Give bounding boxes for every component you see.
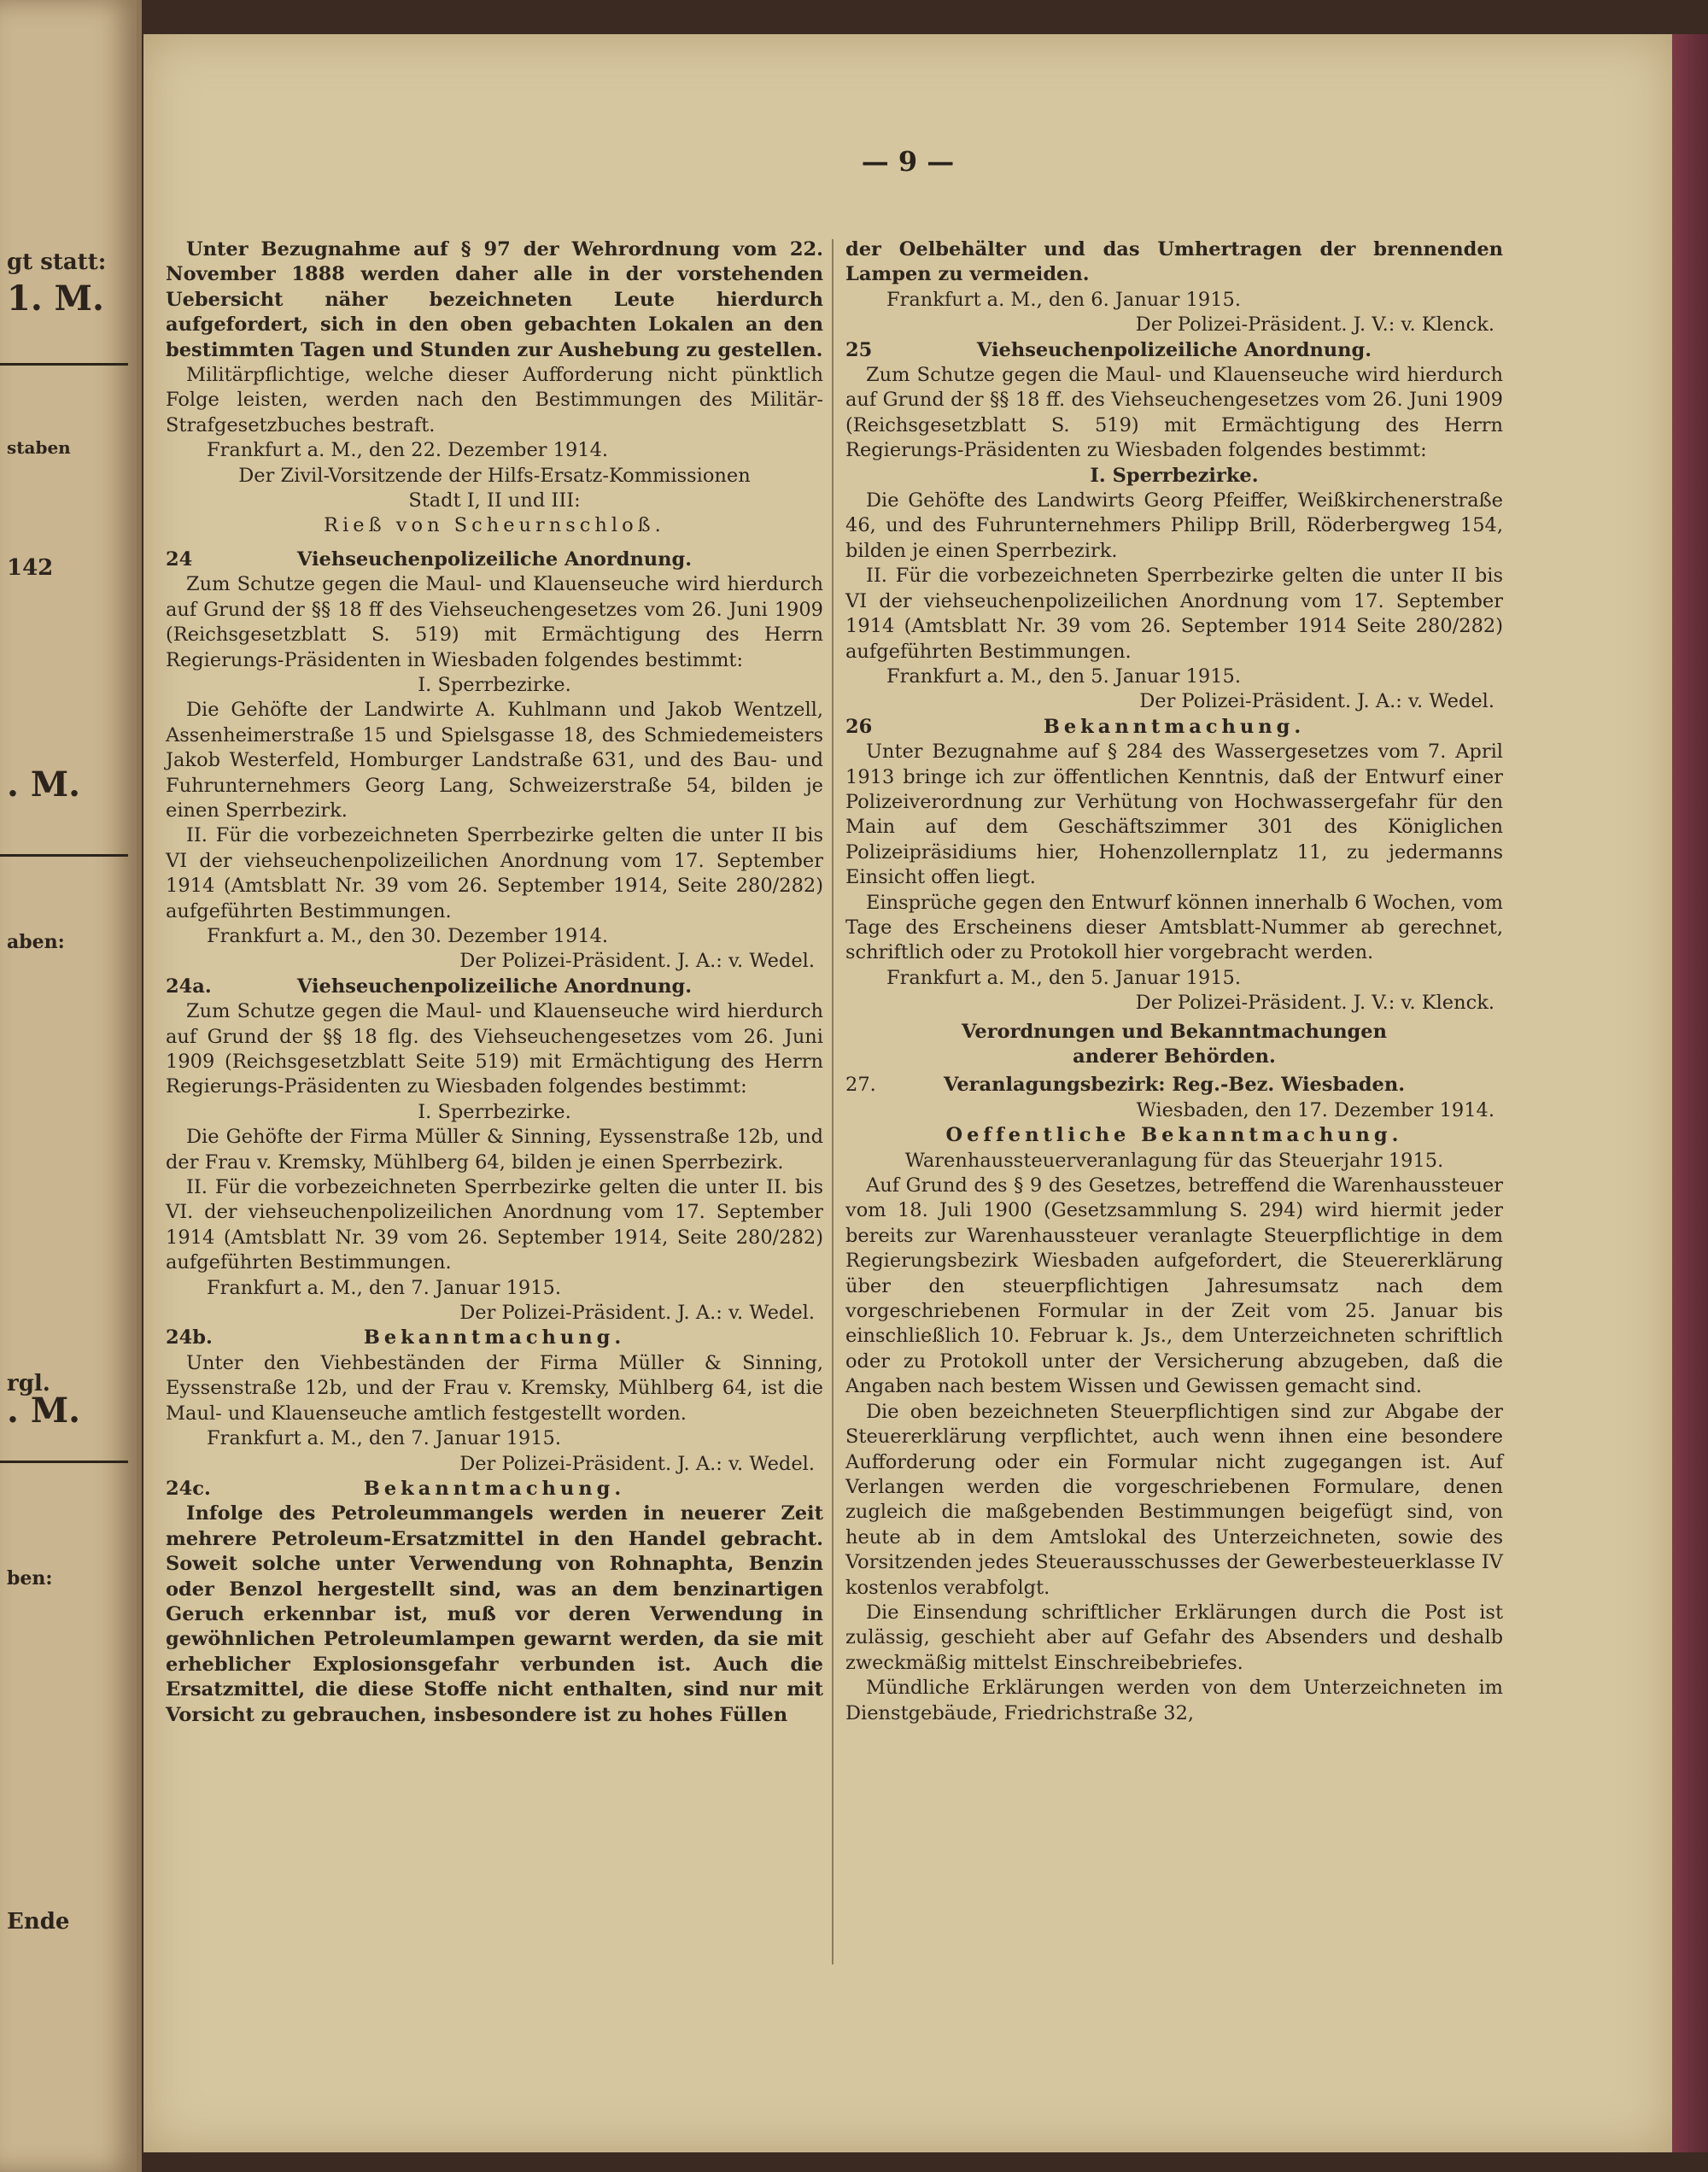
section-number: 24a.: [166, 975, 212, 998]
signature: Rieß von Scheurnschloß.: [324, 514, 665, 537]
paragraph: Unter den Viehbeständen der Firma Müller & Sinning, Eyssenstraße 12b, und der Frau v. Kremsky, Mühlberg 64, ist die Maul- und Klauenseuche amtlich festgestellt worden.: [166, 1351, 823, 1425]
page-number: — 9 —: [861, 145, 955, 178]
paragraph: Zum Schutze gegen die Maul- und Klauenseuche wird hierdurch auf Grund der §§ 18 ff des Viehseuchengesetzes vom 26. Juni 1909 (Reichsgesetzblatt S. 519) mit Ermächtigung des Herrn Regierungs-Präsidenten in Wiesbaden folgendes bestimmt:: [166, 573, 823, 671]
section-24-header: [166, 547, 823, 572]
section-title: Bekanntmachung.: [363, 1326, 626, 1349]
section-title: Viehseuchenpolizeiliche Anordnung.: [296, 547, 693, 571]
section-title: Viehseuchenpolizeiliche Anordnung.: [976, 338, 1372, 361]
paragraph: Die Gehöfte des Landwirts Georg Pfeiffer, Weißkirchenerstraße 46, und des Fuhrunternehmers Philipp Brill, Röderbergweg 154, bilden je einen Sperrbezirk.: [845, 489, 1503, 562]
signature: Der Polizei-Präsident. J. V.: v. Klenck.: [1135, 313, 1494, 337]
section-number: 25: [845, 338, 873, 361]
dateline: Frankfurt a. M., den 30. Dezember 1914.: [207, 924, 609, 947]
paragraph: Mündliche Erklärungen werden von dem Unterzeichneten im Dienstgebäude, Friedrichstraße 32,: [845, 1677, 1503, 1724]
dateline: Frankfurt a. M., den 7. Januar 1915.: [207, 1276, 562, 1299]
signature: Der Polizei-Präsident. J. A.: v. Wedel.: [459, 950, 815, 973]
book-spine: [1672, 34, 1708, 2152]
paragraph: Die oben bezeichneten Steuerpflichtigen sind zur Abgabe der Steuererklärung verpflichtet, auch wenn ihnen eine besondere Aufforderung oder ein Formular nicht zugegangen ist. Auf Verlangen werden die vorgeschriebenen Formulare, denen zugleich die maßgebenden Bestimmungen beigefügt sind, von heute ab in dem Amtslokal des Unterzeichneten, sowie des Vorsitzenden jedes Steuerausschusses der Gewerbesteuerklasse IV kostenlos verabfolgt.: [845, 1400, 1503, 1599]
section-title: Oeffentliche Bekanntmachung.: [945, 1124, 1403, 1147]
prev-fragment: 1. M.: [7, 278, 104, 319]
subheading: I. Sperrbezirke.: [1090, 464, 1259, 487]
prev-fragment: rgl.: [7, 1371, 50, 1396]
paragraph: II. Für die vorbezeichneten Sperrbezirke gelten die unter II bis VI der viehseuchenpolizeilichen Anordnung vom 17. September 1914 (Amtsblatt Nr. 39 vom 26. September 1914 Seite 280/282) aufgeführten Bestimmungen.: [845, 565, 1503, 663]
paragraph: II. Für die vorbezeichneten Sperrbezirke gelten die unter II bis VI der viehseuchenpolizeilichen Anordnung vom 17. September 1914 (Amtsblatt Nr. 39 vom 26. September 1914, Seite 280/282) aufgeführten Bestimmungen.: [166, 824, 823, 922]
prev-fragment: gt statt:: [7, 249, 107, 275]
paragraph: Die Gehöfte der Landwirte A. Kuhlmann und Jakob Wentzell, Assenheimerstraße 15 und Spielsgasse 18, des Schmiedemeisters Jakob Westerfeld, Homburger Landstraße 631, und des Bau- und Fuhrunternehmers Georg Lang, Schweizerstraße 54, bilden je einen Sperrbezirk.: [166, 699, 823, 822]
section-24b-header: [166, 1326, 823, 1350]
warning-paragraph: Militärpflichtige, welche dieser Aufforderung nicht pünktlich Folge leisten, werden nach den Bestimmungen des Militär-Strafgesetzbuches bestraft.: [166, 364, 823, 436]
section-27-header: [845, 1073, 1503, 1098]
signature: Der Zivil-Vorsitzende der Hilfs-Ersatz-Kommissionen: [238, 464, 751, 487]
prev-rule: [0, 363, 128, 366]
paragraph: Infolge des Petroleummangels werden in neuerer Zeit mehrere Petroleum-Ersatzmittel in den Handel gebracht. Soweit solche unter Verwendung von Rohnaphta, Benzin oder Benzol hergestellt sind, was an dem benzinartigen Geruch erkennbar ist, muß vor deren Verwendung in gewöhnlichen Petroleumlampen gewarnt werden, da sie mit erheblicher Explosionsgefahr verbunden ist. Auch die Ersatzmittel, die diese Stoffe nicht enthalten, sind nur mit Vorsicht zu gebrauchen, insbesondere ist zu hohes Füllen: [166, 1502, 823, 1726]
column-divider: [832, 239, 834, 1964]
intro-paragraph: Unter Bezugnahme auf § 97 der Wehrordnung vom 22. November 1888 werden daher alle in der vorstehenden Uebersicht näher bezeichneten Leute hierdurch aufgefordert, sich in den oben gebachten Lokalen an den bestimmten Tagen und Stunden zur Aushebung zu gestellen.: [166, 238, 823, 361]
section-number: 24: [166, 547, 193, 571]
dateline: Frankfurt a. M., den 22. Dezember 1914.: [207, 439, 609, 462]
section-heading-other-authorities: Verordnungen und Bekanntmachungen anderer Behörden.: [962, 1020, 1387, 1068]
dateline: Frankfurt a. M., den 5. Januar 1915.: [886, 966, 1242, 989]
section-25-header: [845, 338, 1503, 363]
paragraph: Die Einsendung schriftlicher Erklärungen durch die Post ist zulässig, geschieht aber auf Gefahr des Absenders und deshalb zweckmäßig mittelst Einschreibebriefes.: [845, 1601, 1503, 1674]
continuation-paragraph: der Oelbehälter und das Umhertragen der brennenden Lampen zu vermeiden.: [845, 238, 1503, 286]
section-title: Bekanntmachung.: [1043, 715, 1306, 738]
prev-fragment: Ende: [7, 1909, 70, 1935]
section-number: 24c.: [166, 1477, 211, 1500]
dateline: Frankfurt a. M., den 6. Januar 1915.: [886, 288, 1242, 311]
subheading: I. Sperrbezirke.: [418, 1100, 571, 1123]
prev-fragment: staben: [7, 437, 71, 458]
subheading: Warenhaussteuerveranlagung für das Steuerjahr 1915.: [904, 1149, 1444, 1172]
section-number: 26: [845, 715, 873, 738]
prev-fragment: aben:: [7, 931, 65, 953]
section-24a-header: [166, 975, 823, 999]
subheading: I. Sperrbezirke.: [418, 673, 571, 696]
section-number: 24b.: [166, 1326, 213, 1349]
prev-fragment: ben:: [7, 1567, 53, 1589]
prev-fragment: 142: [7, 555, 54, 581]
section-title: Bekanntmachung.: [363, 1477, 626, 1500]
signature: Stadt I, II und III:: [408, 489, 581, 512]
paragraph: Die Gehöfte der Firma Müller & Sinning, Eyssenstraße 12b, und der Frau v. Kremsky, Mühlberg 64, bilden je einen Sperrbezirk.: [166, 1126, 823, 1174]
right-column: [845, 237, 1503, 1726]
prev-rule: [0, 854, 128, 857]
section-number: 27.: [845, 1074, 876, 1097]
paragraph: Unter Bezugnahme auf § 284 des Wassergesetzes vom 7. April 1913 bringe ich zur öffentlichen Kenntnis, daß der Entwurf einer Polizeiverordnung zur Verhütung von Hochwassergefahr für den Main auf dem Geschäftszimmer 301 des Königlichen Polizeipräsidiums hier, Hohenzollernplatz 11, zu jedermanns Einsicht offen liegt.: [845, 741, 1503, 889]
paragraph: Einsprüche gegen den Entwurf können innerhalb 6 Wochen, vom Tage des Erscheinens dieser Amtsblatt-Nummer ab gerechnet, schriftlich oder zu Protokoll hier vorgebracht werden.: [845, 891, 1503, 964]
district-heading: Veranlagungsbezirk: Reg.-Bez. Wiesbaden.: [943, 1074, 1406, 1097]
dateline: Frankfurt a. M., den 5. Januar 1915.: [886, 664, 1242, 688]
paragraph: II. Für die vorbezeichneten Sperrbezirke gelten die unter II. bis VI. der viehseuchenpolizeilichen Anordnung vom 17. September 1914 (Amtsblatt Nr. 39 vom 26. September 1914, Seite 280/282) aufgeführten Bestimmungen.: [166, 1176, 823, 1274]
signature: Der Polizei-Präsident. J. V.: v. Klenck.: [1135, 992, 1494, 1015]
signature: Der Polizei-Präsident. J. A.: v. Wedel.: [459, 1452, 815, 1475]
document-page: [143, 34, 1672, 2152]
prev-fragment: . M.: [7, 1390, 81, 1431]
paragraph: Auf Grund des § 9 des Gesetzes, betreffend die Warenhaussteuer vom 18. Juli 1900 (Gesetzsammlung S. 294) wird hiermit jeder bereits zur Warenhaussteuer veranlagte Steuerpflichtige in dem Regierungsbezirk Wiesbaden aufgefordert, die Steuererklärung über den steuerpflichtigen Jahresumsatz nach dem vorgeschriebenen Formular in der Zeit vom 25. Januar bis einschließlich 10. Februar k. Js., dem Unterzeichneten schriftlich oder zu Protokoll unter der Versicherung abzugeben, daß die Angaben nach bestem Wissen und Gewissen gemacht sind.: [845, 1174, 1503, 1398]
dateline: Frankfurt a. M., den 7. Januar 1915.: [207, 1427, 562, 1450]
prev-rule: [0, 1461, 128, 1463]
prev-fragment: . M.: [7, 764, 81, 805]
signature: Der Polizei-Präsident. J. A.: v. Wedel.: [1139, 690, 1494, 713]
dateline: Wiesbaden, den 17. Dezember 1914.: [1136, 1098, 1494, 1121]
paragraph: Zum Schutze gegen die Maul- und Klauenseuche wird hierdurch auf Grund der §§ 18 flg. des Viehseuchengesetzes vom 26. Juni 1909 (Reichsgesetzblatt Seite 519) mit Ermächtigung des Herrn Regierungs-Präsidenten zu Wiesbaden folgendes bestimmt:: [166, 1000, 823, 1098]
section-24c-header: [166, 1477, 823, 1502]
left-column: [166, 237, 823, 1728]
paragraph: Zum Schutze gegen die Maul- und Klauenseuche wird hierdurch auf Grund der §§ 18 ff. des Viehseuchengesetzes vom 26. Juni 1909 (Reichsgesetzblatt S. 519) mit Ermächtigung des Herrn Regierungs-Präsidenten zu Wiesbaden folgendes bestimmt:: [845, 364, 1503, 462]
section-26-header: [845, 715, 1503, 740]
signature: Der Polizei-Präsident. J. A.: v. Wedel.: [459, 1302, 815, 1325]
section-title: Viehseuchenpolizeiliche Anordnung.: [296, 975, 693, 998]
previous-page-edge: [0, 0, 142, 2172]
